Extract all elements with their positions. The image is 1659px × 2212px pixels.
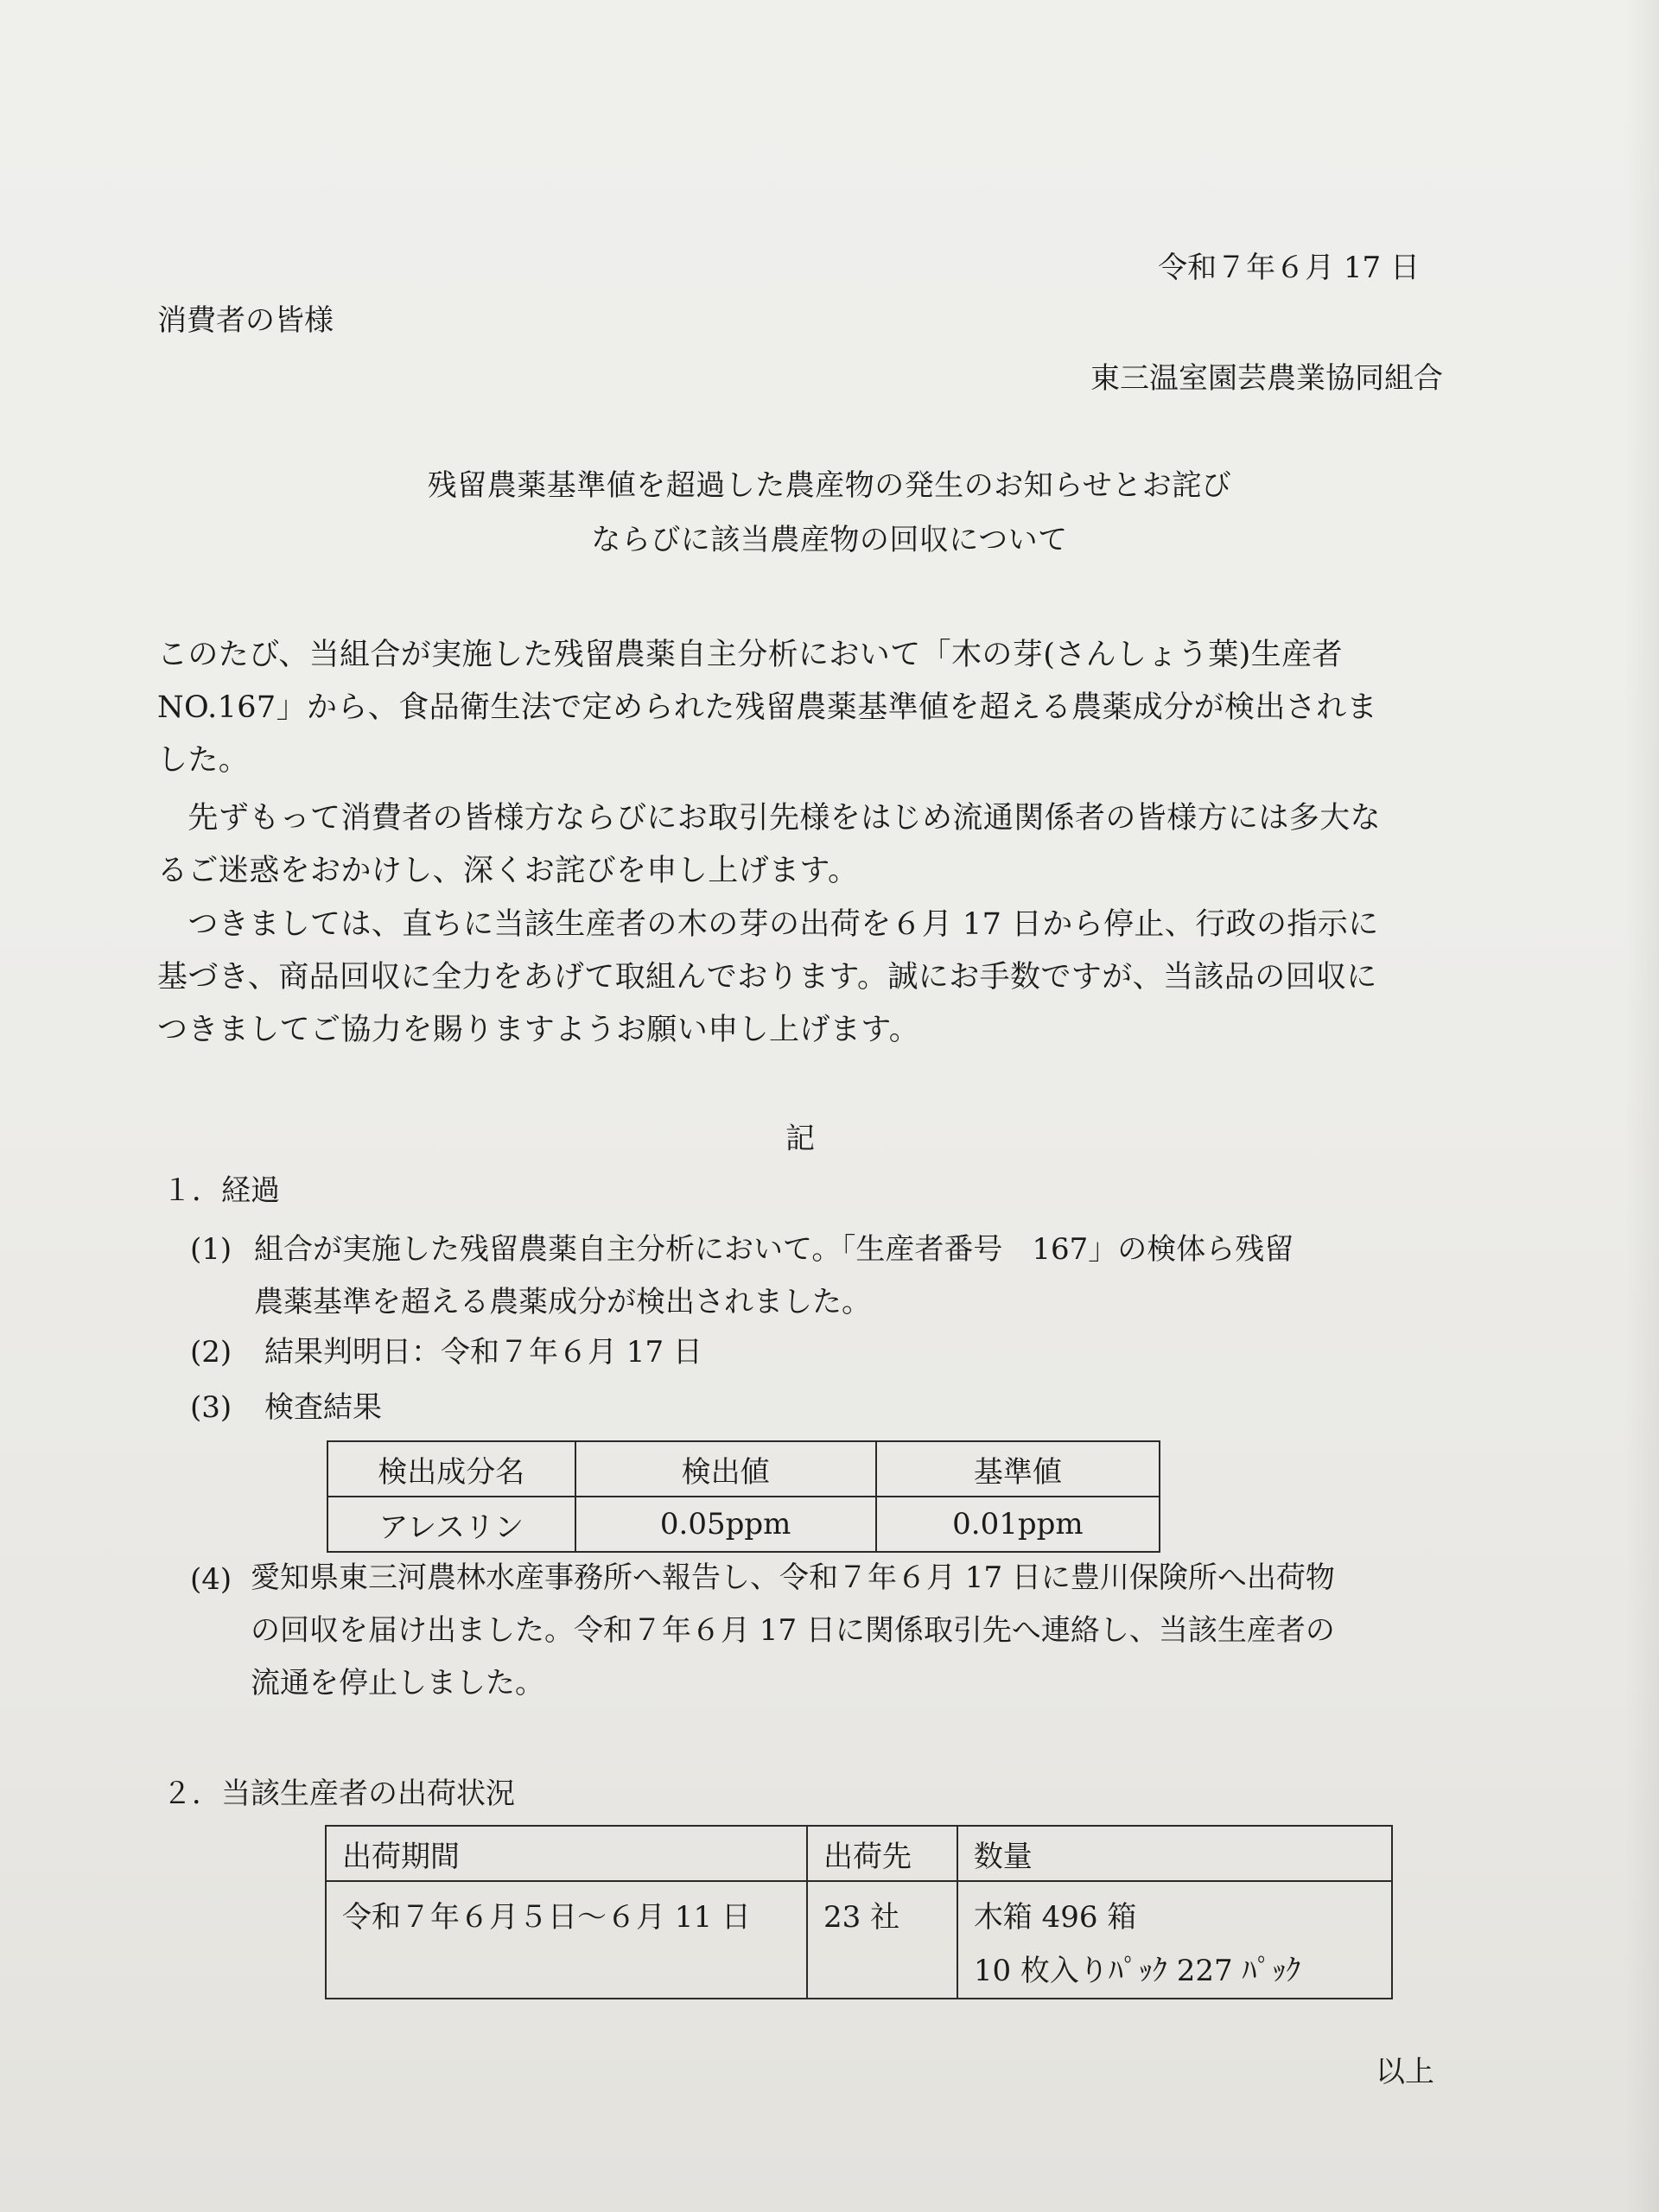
title-line-1: 残留農薬基準値を超過した農産物の発生のお知らせとお詫び <box>427 468 1232 503</box>
item-4-text <box>251 1552 1335 1710</box>
table-cell: 0.05ppm <box>575 1497 876 1552</box>
shipment-status-table <box>325 1825 1393 1999</box>
quantity-line: 木箱 496 箱 <box>973 1900 1137 1935</box>
table-header-cell: 検出値 <box>575 1441 876 1497</box>
item-1-number: (1) <box>190 1232 232 1267</box>
closing-mark: 以上 <box>1376 2055 1434 2089</box>
paragraph-line: るご迷惑をおかけし、深くお詫びを申し上げます。 <box>157 854 859 888</box>
section-1-heading: １．経過 <box>162 1173 280 1208</box>
table-header-cell: 基準値 <box>876 1441 1160 1497</box>
addressee: 消費者の皆様 <box>157 303 334 338</box>
title-line-2: ならびに該当農産物の回収について <box>591 523 1068 557</box>
paragraph-announcement <box>157 629 1377 787</box>
paragraph-line: つきましては、直ちに当該生産者の木の芽の出荷を６月 17 日から停止、行政の指示に <box>157 907 1379 942</box>
quantity-line: 10 枚入りﾊﾟｯｸ 227 ﾊﾟｯｸ <box>973 1954 1301 1988</box>
paragraph-line: このたび、当組合が実施した残留農薬自主分析において「木の芽(さんしょう葉)生産者 <box>157 638 1343 672</box>
table-header-cell: 数量 <box>957 1826 1392 1881</box>
paragraph-line: 基づき、商品回収に全力をあげて取組んでおります。誠にお手数ですが、当該品の回収に <box>157 960 1377 995</box>
item-line: 組合が実施した残留農薬自主分析において。「生産者番号 167」の検体ら残留 <box>254 1232 1294 1267</box>
table-row <box>326 1881 1392 1999</box>
paragraph-line: NO.167」から、食品衛生法で定められた残留農薬基準値を超える農薬成分が検出されま <box>157 690 1378 725</box>
paragraph-recall <box>157 899 1379 1057</box>
item-4-number: (4) <box>190 1562 232 1597</box>
paper-edge-shadow <box>1624 0 1659 2212</box>
item-3-text: 検査結果 <box>264 1390 382 1425</box>
table-cell: 0.01ppm <box>876 1497 1160 1552</box>
item-2-number: (2) <box>190 1335 232 1370</box>
table-header-cell: 検出成分名 <box>327 1441 575 1497</box>
section-2-heading: ２．当該生産者の出荷状況 <box>162 1777 515 1811</box>
table-row <box>327 1497 1160 1552</box>
item-1-text <box>254 1224 1294 1329</box>
table-header-cell: 出荷期間 <box>326 1826 807 1881</box>
inspection-result-table <box>327 1440 1160 1553</box>
paragraph-line: 先ずもって消費者の皆様方ならびにお取引先様をはじめ流通関係者の皆様方には多大な <box>157 801 1382 836</box>
paragraph-line: つきましてご協力を賜りますようお願い申し上げます。 <box>157 1013 920 1047</box>
item-3-number: (3) <box>190 1390 232 1425</box>
table-cell: アレスリン <box>327 1497 575 1552</box>
ki-marker: 記 <box>785 1122 815 1156</box>
table-header-cell: 出荷先 <box>807 1826 957 1881</box>
item-line: 愛知県東三河農林水産事務所へ報告し、令和７年６月 17 日に豊川保険所へ出荷物 <box>251 1560 1335 1595</box>
table-header-row <box>326 1826 1392 1881</box>
item-line: 農薬基準を超える農薬成分が検出されました。 <box>254 1285 871 1319</box>
paragraph-line: した。 <box>157 743 250 778</box>
paragraph-apology <box>157 792 1381 898</box>
shipment-quantity-cell <box>957 1881 1392 1999</box>
document-date: 令和７年６月 17 日 <box>1158 251 1420 285</box>
item-2-text: 結果判明日：令和７年６月 17 日 <box>264 1335 702 1370</box>
item-line: の回収を届け出ました。令和７年６月 17 日に関係取引先へ連絡し、当該生産者の <box>251 1613 1335 1648</box>
table-header-row <box>327 1441 1160 1497</box>
shipment-destinations-cell: 23 社 <box>807 1881 957 1999</box>
sender-organization: 東三温室園芸農業協同組合 <box>1090 361 1443 396</box>
item-line: 流通を停止しました。 <box>251 1666 544 1700</box>
shipment-period-cell: 令和７年６月５日～６月 11 日 <box>326 1881 807 1999</box>
